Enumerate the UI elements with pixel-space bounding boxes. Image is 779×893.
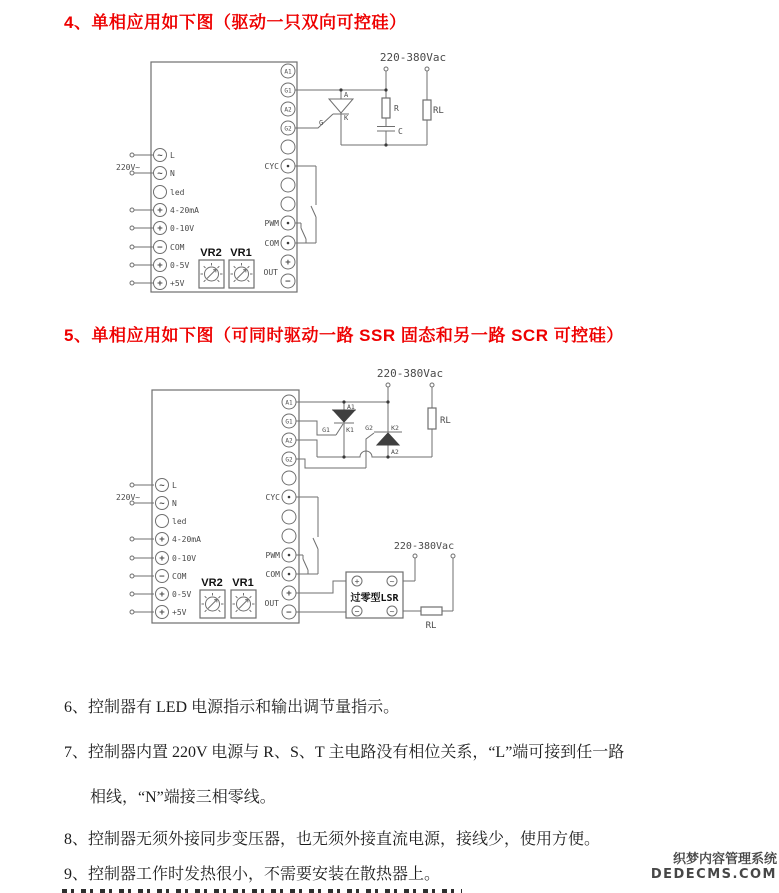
label-g1: G1: [284, 87, 292, 95]
lead-end: [130, 592, 134, 596]
scr2-anode-label: A2: [391, 448, 399, 456]
label-n: N: [170, 169, 175, 178]
label-led: led: [170, 188, 185, 197]
out-plus-symbol: +: [285, 258, 291, 268]
terminal-empty: [282, 471, 296, 485]
item-9: 9、控制器工作时发热很小，不需要安装在散热器上。: [64, 866, 441, 883]
plus-symbol: +: [159, 590, 165, 600]
ssr-supply-label: 220-380Vac: [393, 541, 455, 552]
label-4-20ma: 4-20mA: [172, 535, 201, 544]
minus-symbol: −: [159, 572, 165, 582]
left-terminals: [116, 479, 201, 619]
terminal-center-dot: [288, 496, 291, 499]
supply-terminal: [386, 383, 390, 387]
capacitor-c-label: C: [398, 127, 403, 136]
ssr-load-rl-label: RL: [425, 621, 437, 631]
label-plus5v: +5V: [170, 279, 185, 288]
ac-symbol: ~: [157, 169, 163, 179]
junction-dot: [384, 143, 387, 146]
wiring-diagram-1: [108, 50, 474, 302]
ac-symbol: ~: [159, 481, 165, 491]
plus-symbol: +: [157, 224, 163, 234]
terminal-empty: [281, 140, 295, 154]
item-7-line-2: 相线，“N”端接三相零线。: [90, 789, 276, 806]
supply-terminal: [384, 67, 388, 71]
terminal-center-dot: [287, 242, 290, 245]
item-8: 8、控制器无须外接同步变压器，也无须外接直流电源，接线少，使用方便。: [64, 831, 601, 848]
label-com-right: COM: [264, 239, 279, 248]
mains-voltage-label: 220V~: [116, 163, 141, 172]
label-pwm: PWM: [265, 551, 280, 560]
triac-cathode-label: K: [344, 114, 349, 122]
junction-dot: [342, 455, 345, 458]
label-led: led: [172, 517, 187, 526]
watermark-line2: DEDECMS.COM: [650, 867, 777, 882]
terminal-center-dot: [288, 573, 291, 576]
supply-voltage-label: 220-380Vac: [379, 51, 447, 64]
label-a1: A1: [285, 399, 293, 407]
vr2-label: VR2: [201, 577, 223, 589]
scr1-anode-label: A1: [347, 403, 355, 411]
terminal-center-dot: [287, 222, 290, 225]
lead-end: [130, 574, 134, 578]
out-minus-symbol: −: [286, 608, 292, 618]
vr1-label: VR1: [232, 577, 254, 589]
plus-symbol: +: [159, 608, 165, 618]
load-rl: [428, 408, 436, 429]
junction-dot: [386, 400, 389, 403]
terminal-center-dot: [288, 554, 291, 557]
ssr-label: 过零型LSR: [350, 593, 399, 604]
bottom-wire-with-hop: [317, 451, 432, 457]
vr1-pot-icon: [231, 263, 253, 282]
terminal-led: [154, 186, 167, 199]
label-plus5v: +5V: [172, 608, 187, 617]
lead-end: [130, 263, 134, 267]
terminal-led: [156, 515, 169, 528]
plus-symbol: +: [159, 535, 165, 545]
section-title-4: 4、单相应用如下图（驱动一只双向可控硅）: [64, 13, 407, 32]
wiring-diagram-2: [108, 362, 480, 652]
resistor-r-label: R: [394, 104, 399, 113]
lead-end: [130, 208, 134, 212]
junction-dot: [386, 455, 389, 458]
plus-symbol: +: [157, 261, 163, 271]
lead-end: [130, 610, 134, 614]
label-a2: A2: [284, 106, 292, 114]
resistor-r: [382, 98, 390, 118]
label-com-right: COM: [265, 570, 280, 579]
ac-symbol: ~: [159, 499, 165, 509]
load-rl-label: RL: [440, 416, 451, 426]
junction-dot: [342, 400, 345, 403]
lead-end: [130, 153, 134, 157]
terminal-empty: [281, 178, 295, 192]
triac-circuit: [295, 51, 446, 147]
g2-gate-wire: [295, 114, 333, 128]
junction-dot: [384, 88, 387, 91]
lead-end: [130, 556, 134, 560]
label-g2: G2: [285, 456, 293, 464]
scr2-triangle: [377, 433, 399, 445]
label-out: OUT: [264, 599, 279, 608]
label-pwm: PWM: [264, 219, 279, 228]
triac-anode-label: A: [344, 91, 349, 99]
ssr-plus-symbol: +: [354, 577, 360, 586]
lead-end: [130, 281, 134, 285]
load-rl-label: RL: [433, 106, 444, 116]
out-minus-symbol: −: [285, 277, 291, 287]
label-0-10v: 0-10V: [170, 224, 195, 233]
label-a1: A1: [284, 68, 292, 76]
cyc-pwm-switch-wires: [295, 166, 316, 243]
a1-wire: [296, 387, 388, 402]
right-terminals: [264, 64, 316, 288]
scr2-gate-label: G2: [365, 424, 373, 432]
right-terminals: [265, 395, 318, 619]
ssr-ac2-wire: [403, 558, 453, 611]
plus-symbol: +: [157, 206, 163, 216]
left-lead-wires: [133, 155, 153, 283]
ssr-plus-wire: [296, 581, 346, 593]
supply-terminal: [425, 67, 429, 71]
supply-terminal: [451, 554, 455, 558]
label-cyc: CYC: [264, 162, 279, 171]
label-com: COM: [172, 572, 187, 581]
left-lead-wires: [133, 485, 154, 612]
vr1-label: VR1: [230, 247, 252, 259]
terminal-empty: [282, 529, 296, 543]
ac-symbol: ~: [157, 151, 163, 161]
label-n: N: [172, 499, 177, 508]
lead-end: [130, 245, 134, 249]
ssr-circuit: [296, 541, 455, 631]
label-cyc: CYC: [265, 493, 280, 502]
item-6: 6、控制器有 LED 电源指示和输出调节量指示。: [64, 699, 400, 716]
out-plus-symbol: +: [286, 589, 292, 599]
watermark-line1: 织梦内容管理系统: [672, 851, 777, 866]
item-7-line-1: 7、控制器内置 220V 电源与 R、S、T 主电路没有相位关系，“L”端可接到任一路: [64, 744, 625, 761]
vr1-pot-icon: [233, 593, 255, 612]
lead-end: [130, 537, 134, 541]
label-com: COM: [170, 243, 185, 252]
lead-end: [130, 483, 134, 487]
clipped-next-text-line: [62, 889, 462, 893]
label-0-5v: 0-5V: [170, 261, 190, 270]
ssr-load-rl: [421, 607, 442, 615]
section-title-5: 5、单相应用如下图（可同时驱动一路 SSR 固态和另一路 SCR 可控硅）: [64, 326, 624, 345]
lead-end: [130, 226, 134, 230]
load-rl: [423, 100, 431, 120]
label-g1: G1: [285, 418, 293, 426]
scr1-cathode-label: K1: [346, 426, 354, 434]
scr1-gate-label: G1: [322, 426, 330, 434]
scr1-triangle: [333, 410, 355, 422]
ssr-ac-symbol: ~: [389, 607, 395, 616]
supply-terminal: [413, 554, 417, 558]
junction-dot: [339, 88, 342, 91]
terminal-empty: [281, 197, 295, 211]
vr2-pot-icon: [202, 593, 224, 612]
label-0-5v: 0-5V: [172, 590, 192, 599]
scr2-cathode-label: K2: [391, 424, 399, 432]
g2-gate-wire: [296, 433, 374, 468]
label-4-20ma: 4-20mA: [170, 206, 199, 215]
ssr-ac-symbol: ~: [389, 577, 395, 586]
watermark: [651, 851, 777, 883]
label-l: L: [170, 151, 175, 160]
plus-symbol: +: [157, 279, 163, 289]
triac-gate-label: G: [319, 119, 324, 127]
triac-triangle: [329, 99, 353, 113]
vr2-label: VR2: [200, 247, 222, 259]
ssr-ac1-wire: [403, 558, 415, 581]
capacitor-c: [377, 118, 395, 145]
ssr-minus-symbol: −: [354, 607, 360, 616]
minus-symbol: −: [157, 243, 163, 253]
terminal-center-dot: [287, 165, 290, 168]
supply-voltage-label: 220-380Vac: [376, 367, 444, 380]
left-terminals: [116, 149, 199, 290]
label-l: L: [172, 481, 177, 490]
supply-terminal: [430, 383, 434, 387]
plus-symbol: +: [159, 554, 165, 564]
label-out: OUT: [263, 268, 278, 277]
label-0-10v: 0-10V: [172, 554, 197, 563]
vr2-pot-icon: [201, 263, 223, 282]
mains-voltage-label: 220V~: [116, 493, 141, 502]
label-g2: G2: [284, 125, 292, 133]
terminal-empty: [282, 510, 296, 524]
scr-circuit: [296, 367, 451, 468]
label-a2: A2: [285, 437, 293, 445]
